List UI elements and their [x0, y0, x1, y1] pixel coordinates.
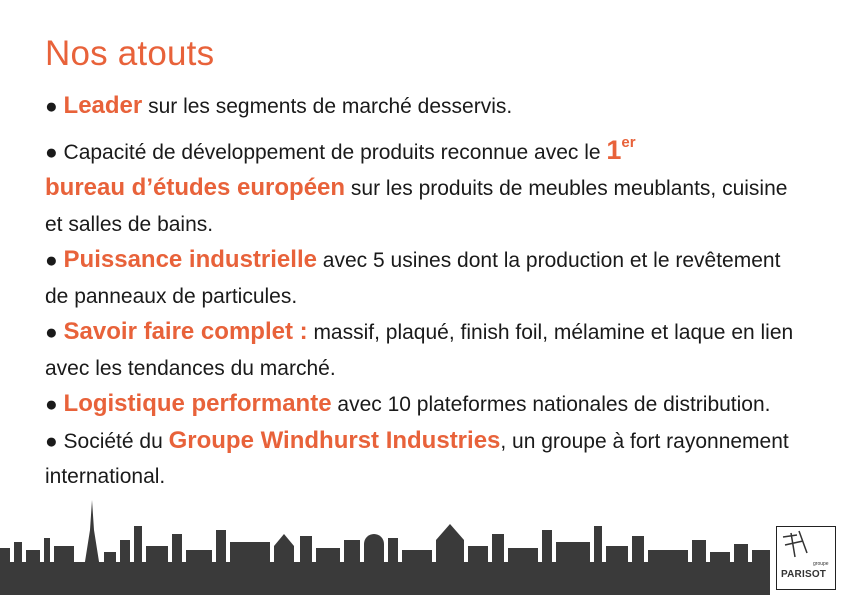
highlight-first: 1 [606, 134, 622, 165]
bullet-item-puissance: ● Puissance industrielle avec 5 usines dont la production et le revêtement de panneaux de particules. [45, 246, 781, 308]
bullet-glyph: ● [45, 140, 58, 164]
parisot-logo [776, 526, 836, 590]
paris-skyline-illustration [0, 490, 770, 595]
bullet-item-societe: ● Société du Groupe Windhurst Industries, un groupe à fort rayonnement international. [45, 426, 789, 488]
bullet-list [45, 88, 805, 495]
bullet-glyph: ● [45, 321, 58, 344]
highlight-puissance: Puissance industrielle [63, 246, 317, 273]
bullet-glyph: ● [45, 429, 58, 453]
highlight-bureau: bureau d’études européen [45, 174, 346, 201]
bullet-item-savoir-faire: ● Savoir faire complet : massif, plaqué, finish foil, mélamine et laque en lien avec les tendances du marché. [45, 318, 794, 380]
slide-title: Nos atouts [45, 34, 215, 73]
bullet-item-leader: ● Leader sur les segments de marché desservis. [45, 92, 513, 119]
bullet-glyph: ● [45, 393, 58, 416]
logo-name: PARISOT [781, 569, 827, 580]
highlight-groupe: Groupe Windhurst Industries [168, 426, 501, 454]
highlight-savoir-faire: Savoir faire complet : [63, 318, 308, 345]
highlight-logistique: Logistique performante [63, 390, 332, 417]
bullet-item-capacite: ● Capacité de développement de produits reconnue avec le 1er bureau d’études européen sur les produits de meubles meublants, cuisine et salles de bains. [45, 133, 788, 236]
highlight-leader: Leader [63, 92, 143, 119]
bullet-glyph: ● [45, 249, 58, 272]
bullet-glyph: ● [45, 95, 58, 118]
logo-group-label: groupe [813, 561, 829, 567]
superscript-er: er [621, 133, 636, 151]
bullet-item-logistique: ● Logistique performante avec 10 plateformes nationales de distribution. [45, 390, 771, 417]
